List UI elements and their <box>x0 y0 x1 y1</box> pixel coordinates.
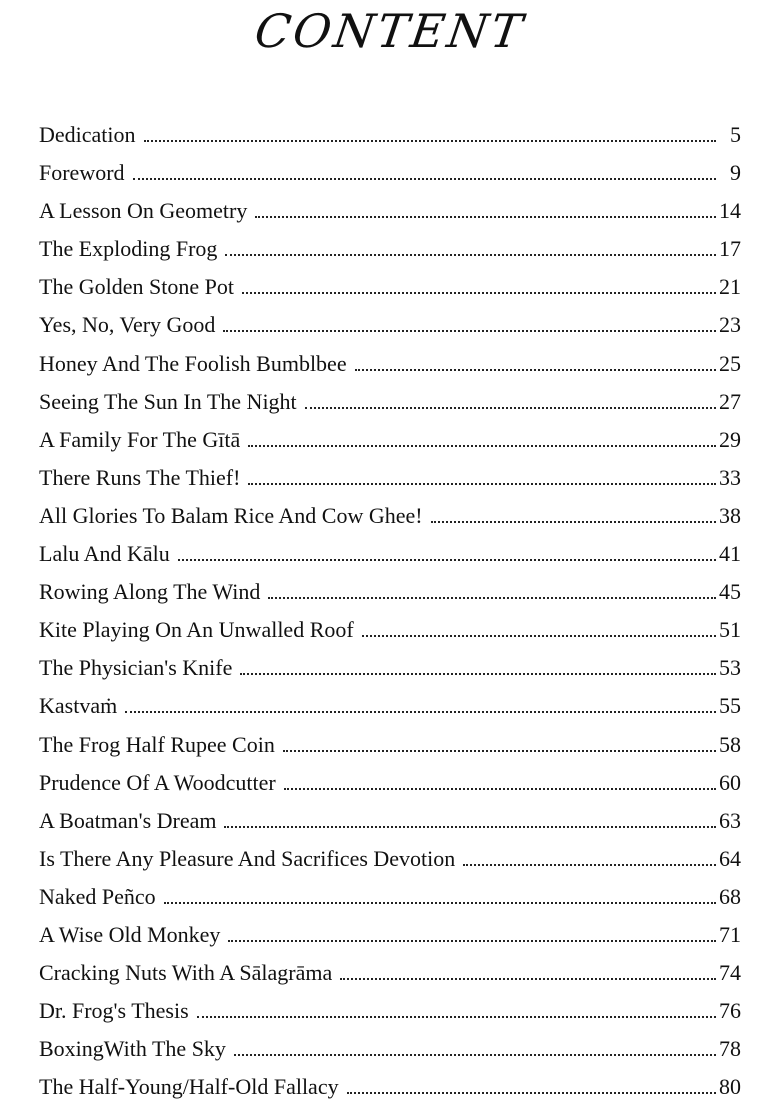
toc-entry <box>39 383 741 421</box>
toc-entry <box>39 535 741 573</box>
toc-entry-page: 76 <box>719 998 741 1024</box>
toc-entry-title: Seeing The Sun In The Night <box>39 388 297 414</box>
dot-leader <box>240 672 716 675</box>
toc-entry <box>39 687 741 725</box>
toc-entry-title: All Glories To Balam Rice And Cow Ghee! <box>39 502 423 528</box>
toc-entry <box>39 764 741 802</box>
toc-entry-title: Cracking Nuts With A Sālagrāma <box>39 960 333 986</box>
dot-leader <box>431 520 716 523</box>
dot-leader <box>248 482 716 485</box>
table-of-contents <box>39 116 741 1106</box>
toc-entry-title: BoxingWith The Sky <box>39 1036 226 1062</box>
toc-entry-title: A Family For The Gītā <box>39 426 241 452</box>
toc-entry-page: 58 <box>719 731 741 757</box>
toc-entry <box>39 459 741 497</box>
dot-leader <box>164 901 716 904</box>
dot-leader <box>362 634 716 637</box>
dot-leader <box>242 291 716 294</box>
toc-entry <box>39 268 741 306</box>
toc-entry-page: 33 <box>719 464 741 490</box>
toc-entry-title: A Boatman's Dream <box>39 807 217 833</box>
toc-entry-title: The Physician's Knife <box>39 655 233 681</box>
dot-leader <box>125 710 716 713</box>
toc-entry-title: Rowing Along The Wind <box>39 579 261 605</box>
toc-entry-page: 27 <box>719 388 741 414</box>
toc-entry <box>39 497 741 535</box>
dot-leader <box>197 1015 716 1018</box>
toc-entry <box>39 421 741 459</box>
toc-entry-page: 38 <box>719 502 741 528</box>
toc-entry-title: Lalu And Kālu <box>39 541 170 567</box>
dot-leader <box>133 177 716 180</box>
toc-entry <box>39 878 741 916</box>
toc-entry-title: Honey And The Foolish Bumblbee <box>39 350 347 376</box>
toc-entry-title: The Golden Stone Pot <box>39 274 234 300</box>
dot-leader <box>248 444 716 447</box>
toc-entry <box>39 573 741 611</box>
toc-entry-page: 23 <box>719 312 741 338</box>
toc-entry <box>39 345 741 383</box>
toc-entry-page: 41 <box>719 541 741 567</box>
dot-leader <box>144 139 716 142</box>
toc-entry-page: 9 <box>730 160 741 186</box>
dot-leader <box>228 939 716 942</box>
toc-entry <box>39 116 741 154</box>
toc-entry <box>39 992 741 1030</box>
toc-entry-title: The Half-Young/Half-Old Fallacy <box>39 1074 339 1100</box>
toc-entry <box>39 306 741 344</box>
dot-leader <box>268 596 716 599</box>
toc-entry-title: The Exploding Frog <box>39 236 218 262</box>
toc-entry-title: There Runs The Thief! <box>39 464 241 490</box>
toc-entry-title: Foreword <box>39 160 125 186</box>
toc-entry-page: 17 <box>719 236 741 262</box>
toc-entry-page: 5 <box>730 122 741 147</box>
dot-leader <box>355 368 716 371</box>
dot-leader <box>283 749 716 752</box>
toc-entry-page: 60 <box>719 769 741 795</box>
toc-entry-title: Yes, No, Very Good <box>39 312 216 338</box>
toc-entry <box>39 154 741 192</box>
toc-entry <box>39 1068 741 1106</box>
toc-entry <box>39 649 741 687</box>
toc-entry-title: Is There Any Pleasure And Sacrifices Devotion <box>39 845 456 871</box>
dot-leader <box>224 825 716 828</box>
toc-entry-page: 63 <box>719 807 741 833</box>
toc-entry-page: 45 <box>719 579 741 605</box>
toc-entry-page: 78 <box>719 1036 741 1062</box>
toc-entry-page: 21 <box>719 274 741 300</box>
dot-leader <box>347 1091 716 1094</box>
toc-entry-page: 25 <box>719 350 741 376</box>
toc-entry <box>39 802 741 840</box>
toc-entry <box>39 916 741 954</box>
toc-entry-page: 14 <box>719 198 741 224</box>
toc-entry-title: A Wise Old Monkey <box>39 921 221 947</box>
dot-leader <box>305 406 716 409</box>
toc-entry <box>39 840 741 878</box>
dot-leader <box>234 1053 716 1056</box>
toc-entry-title: Kastvaṁ <box>39 693 118 719</box>
toc-entry-title: Dr. Frog's Thesis <box>39 998 189 1024</box>
toc-entry-page: 29 <box>719 426 741 452</box>
toc-entry-page: 68 <box>719 883 741 909</box>
toc-entry <box>39 611 741 649</box>
page-title: CONTENT <box>251 4 529 58</box>
toc-entry-title: Dedication <box>39 122 136 147</box>
toc-entry-page: 64 <box>719 845 741 871</box>
toc-entry-page: 80 <box>719 1074 741 1100</box>
toc-entry-title: Naked Peñco <box>39 883 156 909</box>
toc-entry-page: 74 <box>719 960 741 986</box>
toc-entry-page: 55 <box>719 693 741 719</box>
toc-entry-title: The Frog Half Rupee Coin <box>39 731 275 757</box>
toc-entry <box>39 230 741 268</box>
toc-entry-title: Prudence Of A Woodcutter <box>39 769 276 795</box>
toc-entry-title: A Lesson On Geometry <box>39 198 248 224</box>
dot-leader <box>178 558 716 561</box>
toc-entry-page: 71 <box>719 921 741 947</box>
toc-entry <box>39 954 741 992</box>
dot-leader <box>255 215 716 218</box>
toc-entry-page: 51 <box>719 617 741 643</box>
toc-entry <box>39 726 741 764</box>
dot-leader <box>223 329 716 332</box>
dot-leader <box>340 977 716 980</box>
toc-entry-title: Kite Playing On An Unwalled Roof <box>39 617 354 643</box>
dot-leader <box>225 253 716 256</box>
dot-leader <box>463 863 716 866</box>
toc-entry-page: 53 <box>719 655 741 681</box>
toc-entry <box>39 192 741 230</box>
toc-entry <box>39 1030 741 1068</box>
dot-leader <box>284 787 716 790</box>
